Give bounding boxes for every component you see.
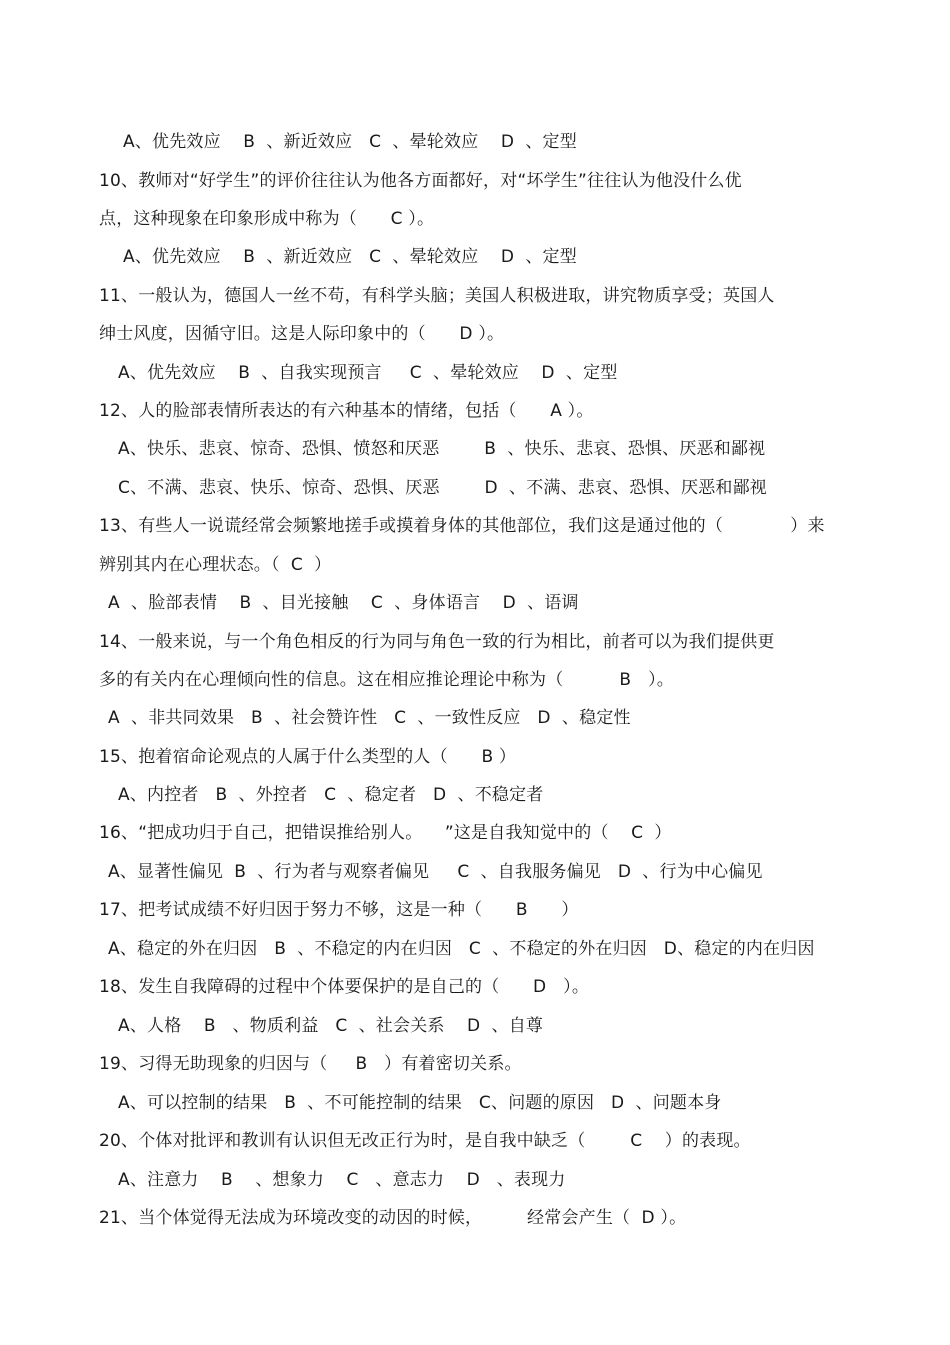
question-line: 14、一般来说，与一个角色相反的行为同与角色一致的行为相比，前者可以为我们提供更 <box>99 632 775 652</box>
question-line: 20、个体对批评和教训有认识但无改正行为时，是自我中缺乏（ C ）的表现。 <box>99 1131 751 1151</box>
option-line: A 、非共同效果 B 、社会赞许性 C 、一致性反应 D 、稳定性 <box>108 708 631 728</box>
option-line: C、不满、悲哀、快乐、惊奇、恐惧、厌恶 D 、不满、悲哀、恐惧、厌恶和鄙视 <box>118 478 767 498</box>
option-line: A、显著性偏见 B 、行为者与观察者偏见 C 、自我服务偏见 D 、行为中心偏见 <box>108 862 763 882</box>
question-line: 19、习得无助现象的归因与（ B ）有着密切关系。 <box>99 1054 522 1074</box>
question-line: 绅士风度，因循守旧。这是人际印象中的（ D ）。 <box>99 324 505 344</box>
question-line: 10、教师对“好学生”的评价往往认为他各方面都好，对“坏学生”往往认为他没什么优 <box>99 171 742 191</box>
option-line: A、稳定的外在归因 B 、不稳定的内在归因 C 、不稳定的外在归因 D、稳定的内在归因 <box>108 939 815 959</box>
question-line: 18、发生自我障碍的过程中个体要保护的是自己的（ D ）。 <box>99 977 590 997</box>
option-line: A 、脸部表情 B 、目光接触 C 、身体语言 D 、语调 <box>108 593 579 613</box>
option-line: A、内控者 B 、外控者 C 、稳定者 D 、不稳定者 <box>118 785 544 805</box>
question-line: 21、当个体觉得无法成为环境改变的动因的时候， 经常会产生（ D ）。 <box>99 1208 687 1228</box>
option-line: A、优先效应 B 、新近效应 C 、晕轮效应 D 、定型 <box>123 132 577 152</box>
option-line: A、注意力 B 、想象力 C 、意志力 D 、表现力 <box>118 1170 566 1190</box>
option-line: A、可以控制的结果 B 、不可能控制的结果 C、问题的原因 D 、问题本身 <box>118 1093 722 1113</box>
question-line: 11、一般认为，德国人一丝不苟，有科学头脑；美国人积极进取，讲究物质享受；英国人 <box>99 286 775 306</box>
option-line: A、快乐、悲哀、惊奇、恐惧、愤怒和厌恶 B 、快乐、悲哀、恐惧、厌恶和鄙视 <box>118 439 766 459</box>
question-line: 16、“把成功归于自己，把错误推给别人。 ”这是自我知觉中的（ C ） <box>99 823 672 843</box>
question-line: 多的有关内在心理倾向性的信息。这在相应推论理论中称为（ B ）。 <box>99 670 675 690</box>
question-line: 点，这种现象在印象形成中称为（ C ）。 <box>99 209 435 229</box>
question-line: 辨别其内在心理状态。（ C ） <box>99 555 332 575</box>
question-line: 17、把考试成绩不好归因于努力不够，这是一种（ B ） <box>99 900 579 920</box>
option-line: A、优先效应 B 、自我实现预言 C 、晕轮效应 D 、定型 <box>118 363 618 383</box>
question-line: 13、有些人一说谎经常会频繁地搓手或摸着身体的其他部位，我们这是通过他的（ ）来 <box>99 516 825 536</box>
question-line: 12、人的脸部表情所表达的有六种基本的情绪，包括（ A ）。 <box>99 401 594 421</box>
question-line: 15、抱着宿命论观点的人属于什么类型的人（ B ） <box>99 747 517 767</box>
option-line: A、人格 B 、物质利益 C 、社会关系 D 、自尊 <box>118 1016 544 1036</box>
option-line: A、优先效应 B 、新近效应 C 、晕轮效应 D 、定型 <box>123 247 577 267</box>
